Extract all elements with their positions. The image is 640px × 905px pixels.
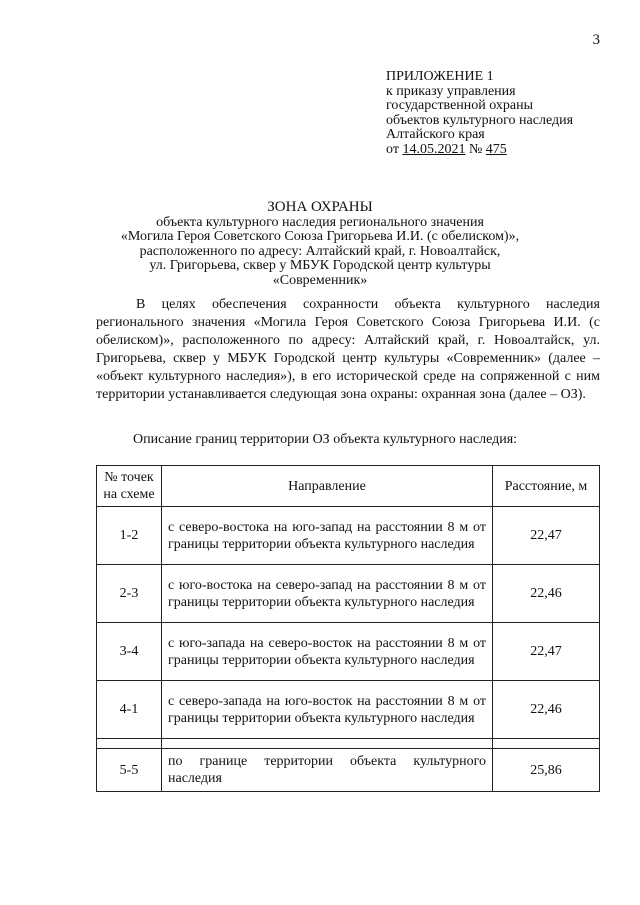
- appendix-date-line: [386, 143, 573, 158]
- appendix-line: к приказу управления: [386, 83, 516, 99]
- cell-direction: с северо-запада на юго-восток на расстоянии 8 м от границы территории объекта культурного наследия: [162, 681, 493, 739]
- cell-distance: 25,86: [493, 749, 600, 792]
- empty-cell: [97, 739, 162, 749]
- table-row: [97, 623, 600, 681]
- boundary-table: [96, 465, 600, 792]
- header-direction: Направление: [162, 466, 493, 507]
- cell-points: 1-2: [97, 507, 162, 565]
- body-paragraph: В целях обеспечения сохранности объекта культурного наследия регионального значения «Могила Героя Советского Союза Григорьева И.И. (с обелиском)», расположенного по адресу: Алтайский край, г. Новоалтайск, ул. Григорьева, сквер у МБУК Городской центр культуры «Современник» (далее – «объект культурного наследия»), в его исторической среде на сопряженной с ним территории устанавливается следующая зона охраны: охранная зона (далее – ОЗ).: [96, 297, 600, 402]
- header-distance: Расстояние, м: [493, 466, 600, 507]
- cell-points: 4-1: [97, 681, 162, 739]
- appendix-line: Алтайского края: [386, 127, 485, 142]
- cell-points: 2-3: [97, 565, 162, 623]
- heading-line: ул. Григорьева, сквер у МБУК Городской центр культуры: [149, 258, 491, 273]
- cell-direction: с юго-запада на северо-восток на расстоянии 8 м от границы территории объекта культурного наследия: [162, 623, 493, 681]
- table-row: [97, 681, 600, 739]
- heading-line: «Современник»: [272, 272, 368, 288]
- cell-points: 3-4: [97, 623, 162, 681]
- heading-line: «Могила Героя Советского Союза Григорьева И.И. (с обелиском)»,: [120, 229, 520, 244]
- cell-distance: 22,47: [493, 507, 600, 565]
- table-row: [97, 749, 600, 792]
- cell-points: 5-5: [97, 749, 162, 792]
- table-header-row: [97, 466, 600, 507]
- date-prefix: от: [386, 141, 403, 157]
- document-heading: [60, 200, 580, 288]
- heading-title: ЗОНА ОХРАНЫ: [267, 199, 373, 215]
- appendix-line: объектов культурного наследия: [386, 112, 574, 128]
- order-number: 475: [485, 141, 507, 157]
- empty-cell: [162, 739, 493, 749]
- heading-line: расположенного по адресу: Алтайский край, г. Новоалтайск,: [139, 243, 501, 259]
- header-points: № точек на схеме: [97, 466, 162, 507]
- appendix-block: [386, 70, 573, 157]
- number-prefix: №: [465, 141, 486, 157]
- cell-distance: 22,46: [493, 681, 600, 739]
- heading-line: объекта культурного наследия регионального значения: [156, 214, 484, 230]
- appendix-line: государственной охраны: [386, 98, 534, 113]
- cell-direction: с северо-востока на юго-запад на расстоянии 8 м от границы территории объекта культурного наследия: [162, 507, 493, 565]
- page-number: 3: [592, 32, 600, 48]
- table-caption: Описание границ территории ОЗ объекта культурного наследия:: [133, 432, 518, 447]
- cell-direction: с юго-востока на северо-запад на расстоянии 8 м от границы территории объекта культурного наследия: [162, 565, 493, 623]
- appendix-title: ПРИЛОЖЕНИЕ 1: [386, 69, 494, 84]
- cell-distance: 22,46: [493, 565, 600, 623]
- cell-direction: по границе территории объекта культурного наследия: [162, 749, 493, 792]
- cell-distance: 22,47: [493, 623, 600, 681]
- table-row: [97, 507, 600, 565]
- table-separator-row: [97, 739, 600, 749]
- table-row: [97, 565, 600, 623]
- order-date: 14.05.2021: [402, 141, 466, 157]
- empty-cell: [493, 739, 600, 749]
